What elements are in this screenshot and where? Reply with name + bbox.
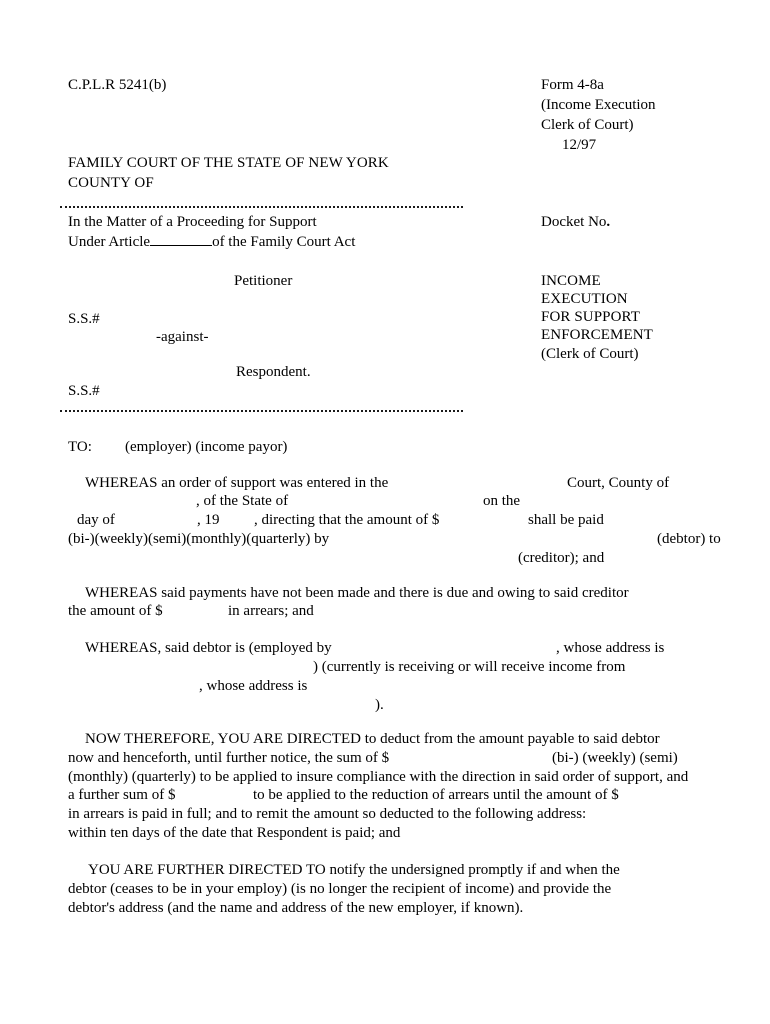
respondent-label: Respondent. [236,364,311,380]
clause-one-line-5a: (creditor); and [518,550,605,566]
docket-number-label [541,213,610,231]
directive-line-2b: (bi-) (weekly) (semi) [552,750,678,766]
under-article-line [68,233,355,251]
directive-line-1: NOW THEREFORE, YOU ARE DIRECTED to deduct from the amount payable to said debtor [85,731,660,747]
notice-line-2: debtor (ceases to be in your employ) (is no longer the recipient of income) and provide the [68,881,612,897]
addressee-value: (employer) (income payor) [125,439,288,455]
title-block-line-2: EXECUTION [541,291,628,307]
respondent-ss-label: S.S.# [68,383,100,399]
form-description-line-2: Clerk of Court) [541,117,634,133]
clause-one-line-3d: shall be paid [528,512,604,528]
petitioner-label: Petitioner [234,273,293,289]
article-number-fill-blank[interactable] [150,233,212,246]
clause-one-line-2b: on the [483,493,521,509]
caption-bottom-dotted-rule [60,409,463,412]
directive-line-2a: now and henceforth, until further notice, the sum of $ [68,750,390,766]
clause-three-line-2a: ) (currently is receiving or will receive income from [313,659,626,675]
against-label: -against- [156,329,209,345]
county-of-line: COUNTY OF [68,175,154,191]
clause-one-line-3b: , 19 [197,512,220,528]
form-revision-date: 12/97 [562,137,597,153]
clause-one-line-4a: (bi-)(weekly)(semi)(monthly)(quarterly) by [68,531,330,547]
clause-three-line-4a: ). [375,697,384,713]
matter-of-line: In the Matter of a Proceeding for Support [68,214,317,230]
clause-one-line-3a: day of [77,512,115,528]
notice-line-1: YOU ARE FURTHER DIRECTED TO notify the undersigned promptly if and when the [88,862,620,878]
clause-one-line-2a: , of the State of [196,493,289,509]
title-block-line-4: ENFORCEMENT [541,327,653,343]
directive-line-6: within ten days of the date that Respondent is paid; and [68,825,401,841]
notice-line-3: debtor's address (and the name and address of the new employer, if known). [68,900,524,916]
under-article-prefix: Under Article [68,234,151,250]
directive-line-4b: to be applied to the reduction of arrears until the amount of $ [253,787,619,803]
title-block-line-1: INCOME [541,273,601,289]
clause-two-line-1: WHEREAS said payments have not been made and there is due and owing to said creditor [85,585,629,601]
title-block-line-5: (Clerk of Court) [541,346,639,362]
caption-top-dotted-rule [60,205,463,208]
under-article-suffix: of the Family Court Act [212,234,356,250]
clause-three-line-1b: , whose address is [556,640,665,656]
clause-one-line-3c: , directing that the amount of $ [254,512,440,528]
directive-line-5: in arrears is paid in full; and to remit the amount so deducted to the following address: [68,806,587,822]
directive-line-4a: a further sum of $ [68,787,176,803]
form-number: Form 4-8a [541,77,604,93]
directive-line-3: (monthly) (quarterly) to be applied to insure compliance with the direction in said order of support, and [68,769,689,785]
statute-reference: C.P.L.R 5241(b) [68,77,167,93]
title-block-line-3: FOR SUPPORT [541,309,640,325]
docket-label-period: . [606,214,611,230]
clause-one-line-1b: Court, County of [567,475,670,491]
petitioner-ss-label: S.S.# [68,311,100,327]
clause-one-line-1a: WHEREAS an order of support was entered in the [85,475,389,491]
addressee-label: TO: [68,439,92,455]
clause-two-line-2a: the amount of $ [68,603,163,619]
clause-two-line-2b: in arrears; and [228,603,314,619]
docket-label-text: Docket No [541,214,607,230]
clause-three-line-1a: WHEREAS, said debtor is (employed by [85,640,332,656]
form-description-line-1: (Income Execution [541,97,656,113]
clause-one-line-4b: (debtor) to [657,531,721,547]
clause-three-line-3a: , whose address is [199,678,308,694]
court-name-line: FAMILY COURT OF THE STATE OF NEW YORK [68,155,389,171]
